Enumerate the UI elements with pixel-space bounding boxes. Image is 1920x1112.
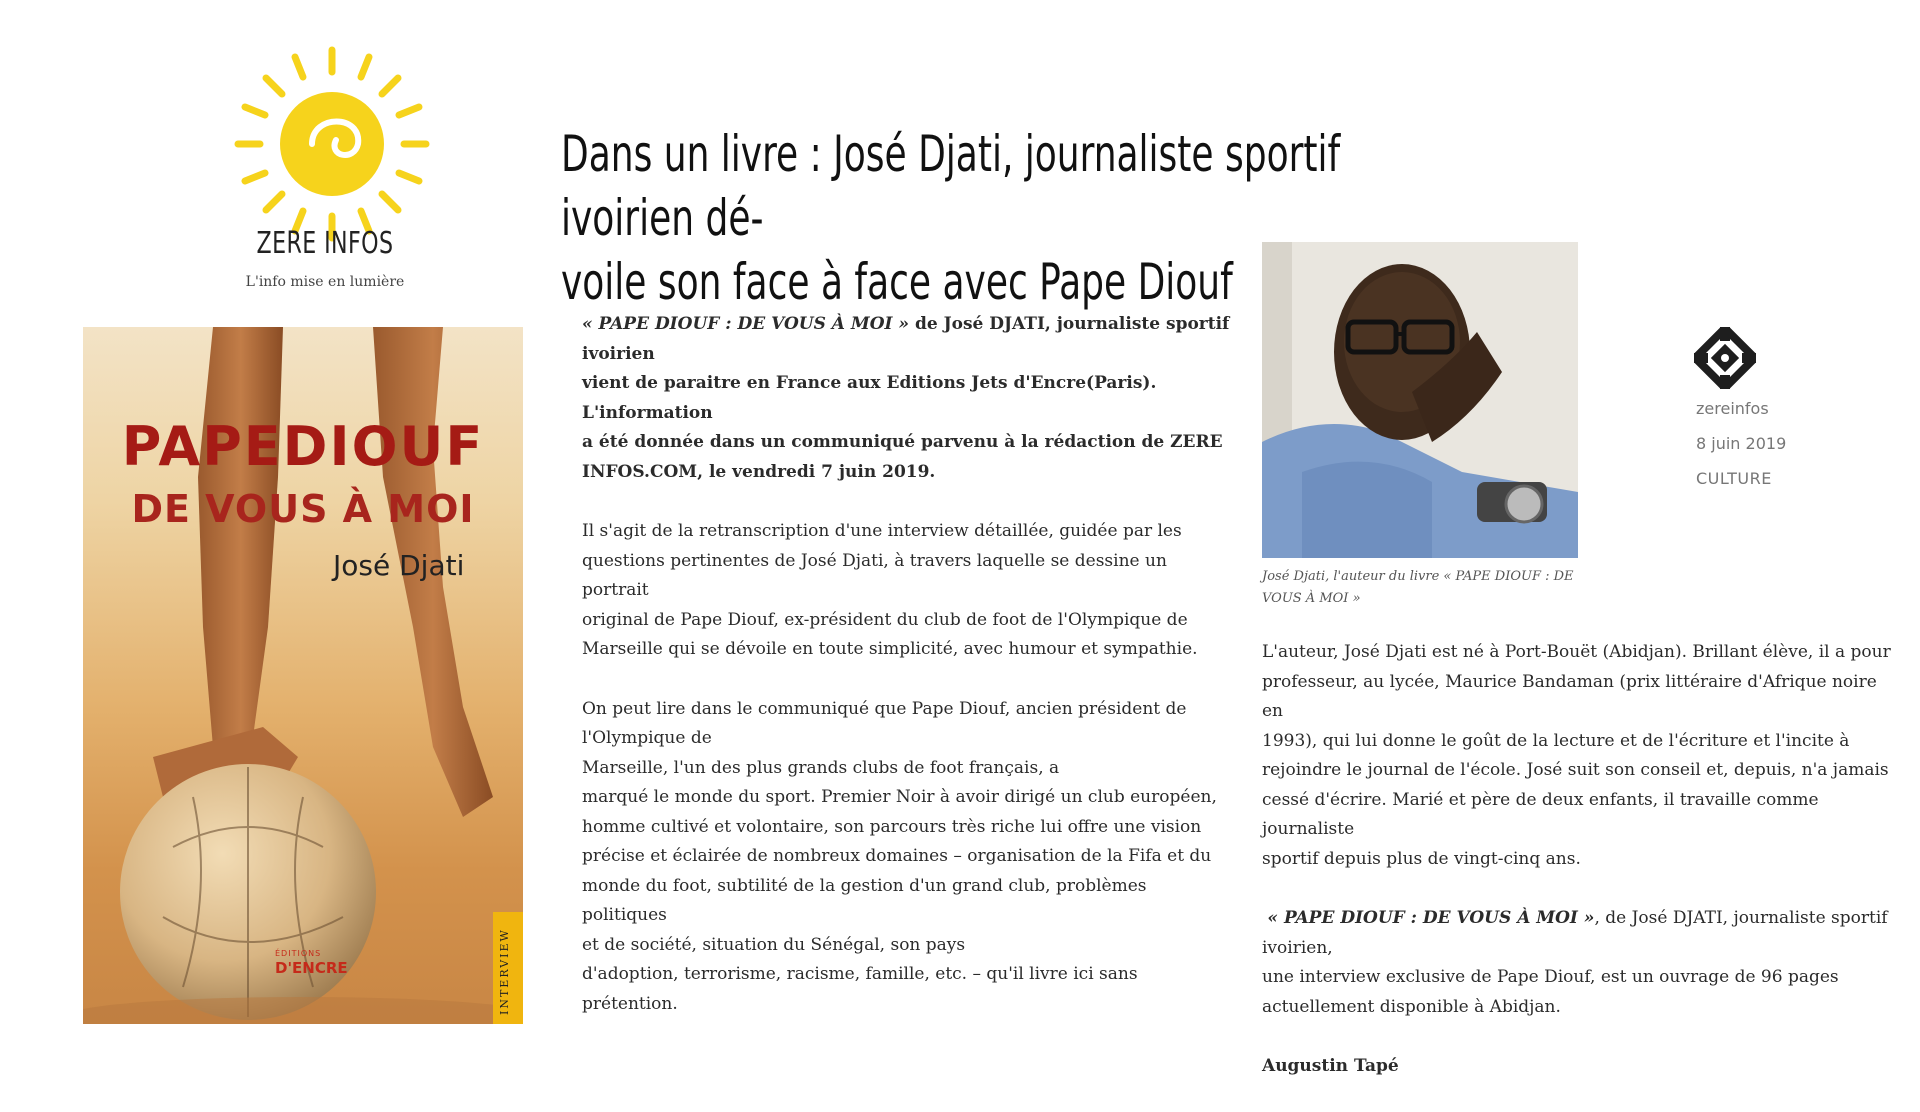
article-headline bbox=[561, 122, 1377, 314]
book-title-em-2: « PAPE DIOUF : DE VOUS À MOI » bbox=[1267, 908, 1595, 928]
paragraph-4: L'auteur, José Djati est né à Port-Bouët (Abidjan). Brillant élève, il a pour professeur, au lycée, Maurice Bandaman (prix littéraire d'Afrique noire en 1993), qui lui donne le goût de la lecture et de l'écriture et l'incite à rejoindre le journal de l'école. José suit son conseil et, depuis, n'a jamais cessé d'écrire. Marié et père de deux enfants, il travaille comme journaliste sportif depuis plus de vingt-cinq ans. bbox=[1262, 642, 1891, 869]
photo-caption: José Djati, l'auteur du livre « PAPE DIOUF : DE VOUS À MOI » bbox=[1262, 569, 1574, 606]
book-cover-band-label: INTERVIEW bbox=[498, 928, 511, 1015]
article-signature: Augustin Tapé bbox=[1262, 1056, 1399, 1076]
book-cover-title: PAPEDIOUF bbox=[121, 415, 485, 478]
book-cover-publisher-small: ÉDITIONS bbox=[275, 949, 322, 958]
book-cover-publisher: D'ENCRE bbox=[275, 959, 348, 977]
headline-line-1: Dans un livre : José Djati, journaliste sportif ivoirien dé- bbox=[561, 125, 1341, 247]
book-cover-subtitle: DE VOUS À MOI bbox=[131, 487, 475, 531]
category-link[interactable]: CULTURE bbox=[1696, 469, 1772, 488]
paragraph-2: Il s'agit de la retranscription d'une interview détaillée, guidée par les questions pertinentes de José Djati, à travers laquelle se dessine un portrait original de Pape Diouf, ex-président du club de foot de l'Olympique de Marseille qui se dévoile en toute simplicité, avec humour et sympathie. bbox=[582, 521, 1198, 659]
post-date[interactable]: 8 juin 2019 bbox=[1696, 434, 1787, 453]
author-link[interactable]: zereinfos bbox=[1696, 399, 1769, 418]
article-body-left bbox=[582, 310, 1232, 1049]
book-cover-image bbox=[83, 327, 523, 1024]
article-body-right bbox=[1262, 638, 1902, 1112]
author-photo-illustration bbox=[1262, 242, 1578, 558]
book-cover-author: José Djati bbox=[333, 549, 465, 582]
brand-tagline: L'info mise en lumière bbox=[245, 274, 405, 290]
zere-infos-logo-sun-icon[interactable] bbox=[232, 44, 432, 244]
paragraph-5: « PAPE DIOUF : DE VOUS À MOI », de José DJATI, journaliste sportif ivoirien, une interview exclusive de Pape Diouf, est un ouvrage de 96 pages actuellement disponible à Abidjan. bbox=[1262, 908, 1888, 1017]
author-avatar-icon[interactable] bbox=[1694, 327, 1756, 389]
author-photo bbox=[1262, 242, 1578, 558]
headline-line-2: voile son face à face avec Pape Diouf bbox=[561, 253, 1233, 311]
paragraph-intro: « PAPE DIOUF : DE VOUS À MOI » de José DJATI, journaliste sportif ivoirien vient de paraitre en France aux Editions Jets d'Encre(Paris). L'information a été donnée dans un communiqué parvenu à la rédaction de ZERE INFOS.COM, le vendredi 7 juin 2019. bbox=[582, 314, 1230, 482]
brand-name[interactable]: ZERE INFOS bbox=[256, 226, 394, 261]
paragraph-3: On peut lire dans le communiqué que Pape Diouf, ancien président de l'Olympique de Marseille, l'un des plus grands clubs de foot français, a marqué le monde du sport. Premier Noir à avoir dirigé un club européen, homme cultivé et volontaire, son parcours très riche lui offre une vision précise et éclairée de nombreux domaines – organisation de la Fifa et du monde du foot, subtilité de la gestion d'un grand club, problèmes politiques et de société, situation du Sénégal, son pays d'adoption, terrorisme, racisme, famille, etc. – qu'il livre ici sans prétention. bbox=[582, 698, 1217, 1014]
book-title-em: « PAPE DIOUF : DE VOUS À MOI » bbox=[582, 314, 910, 334]
